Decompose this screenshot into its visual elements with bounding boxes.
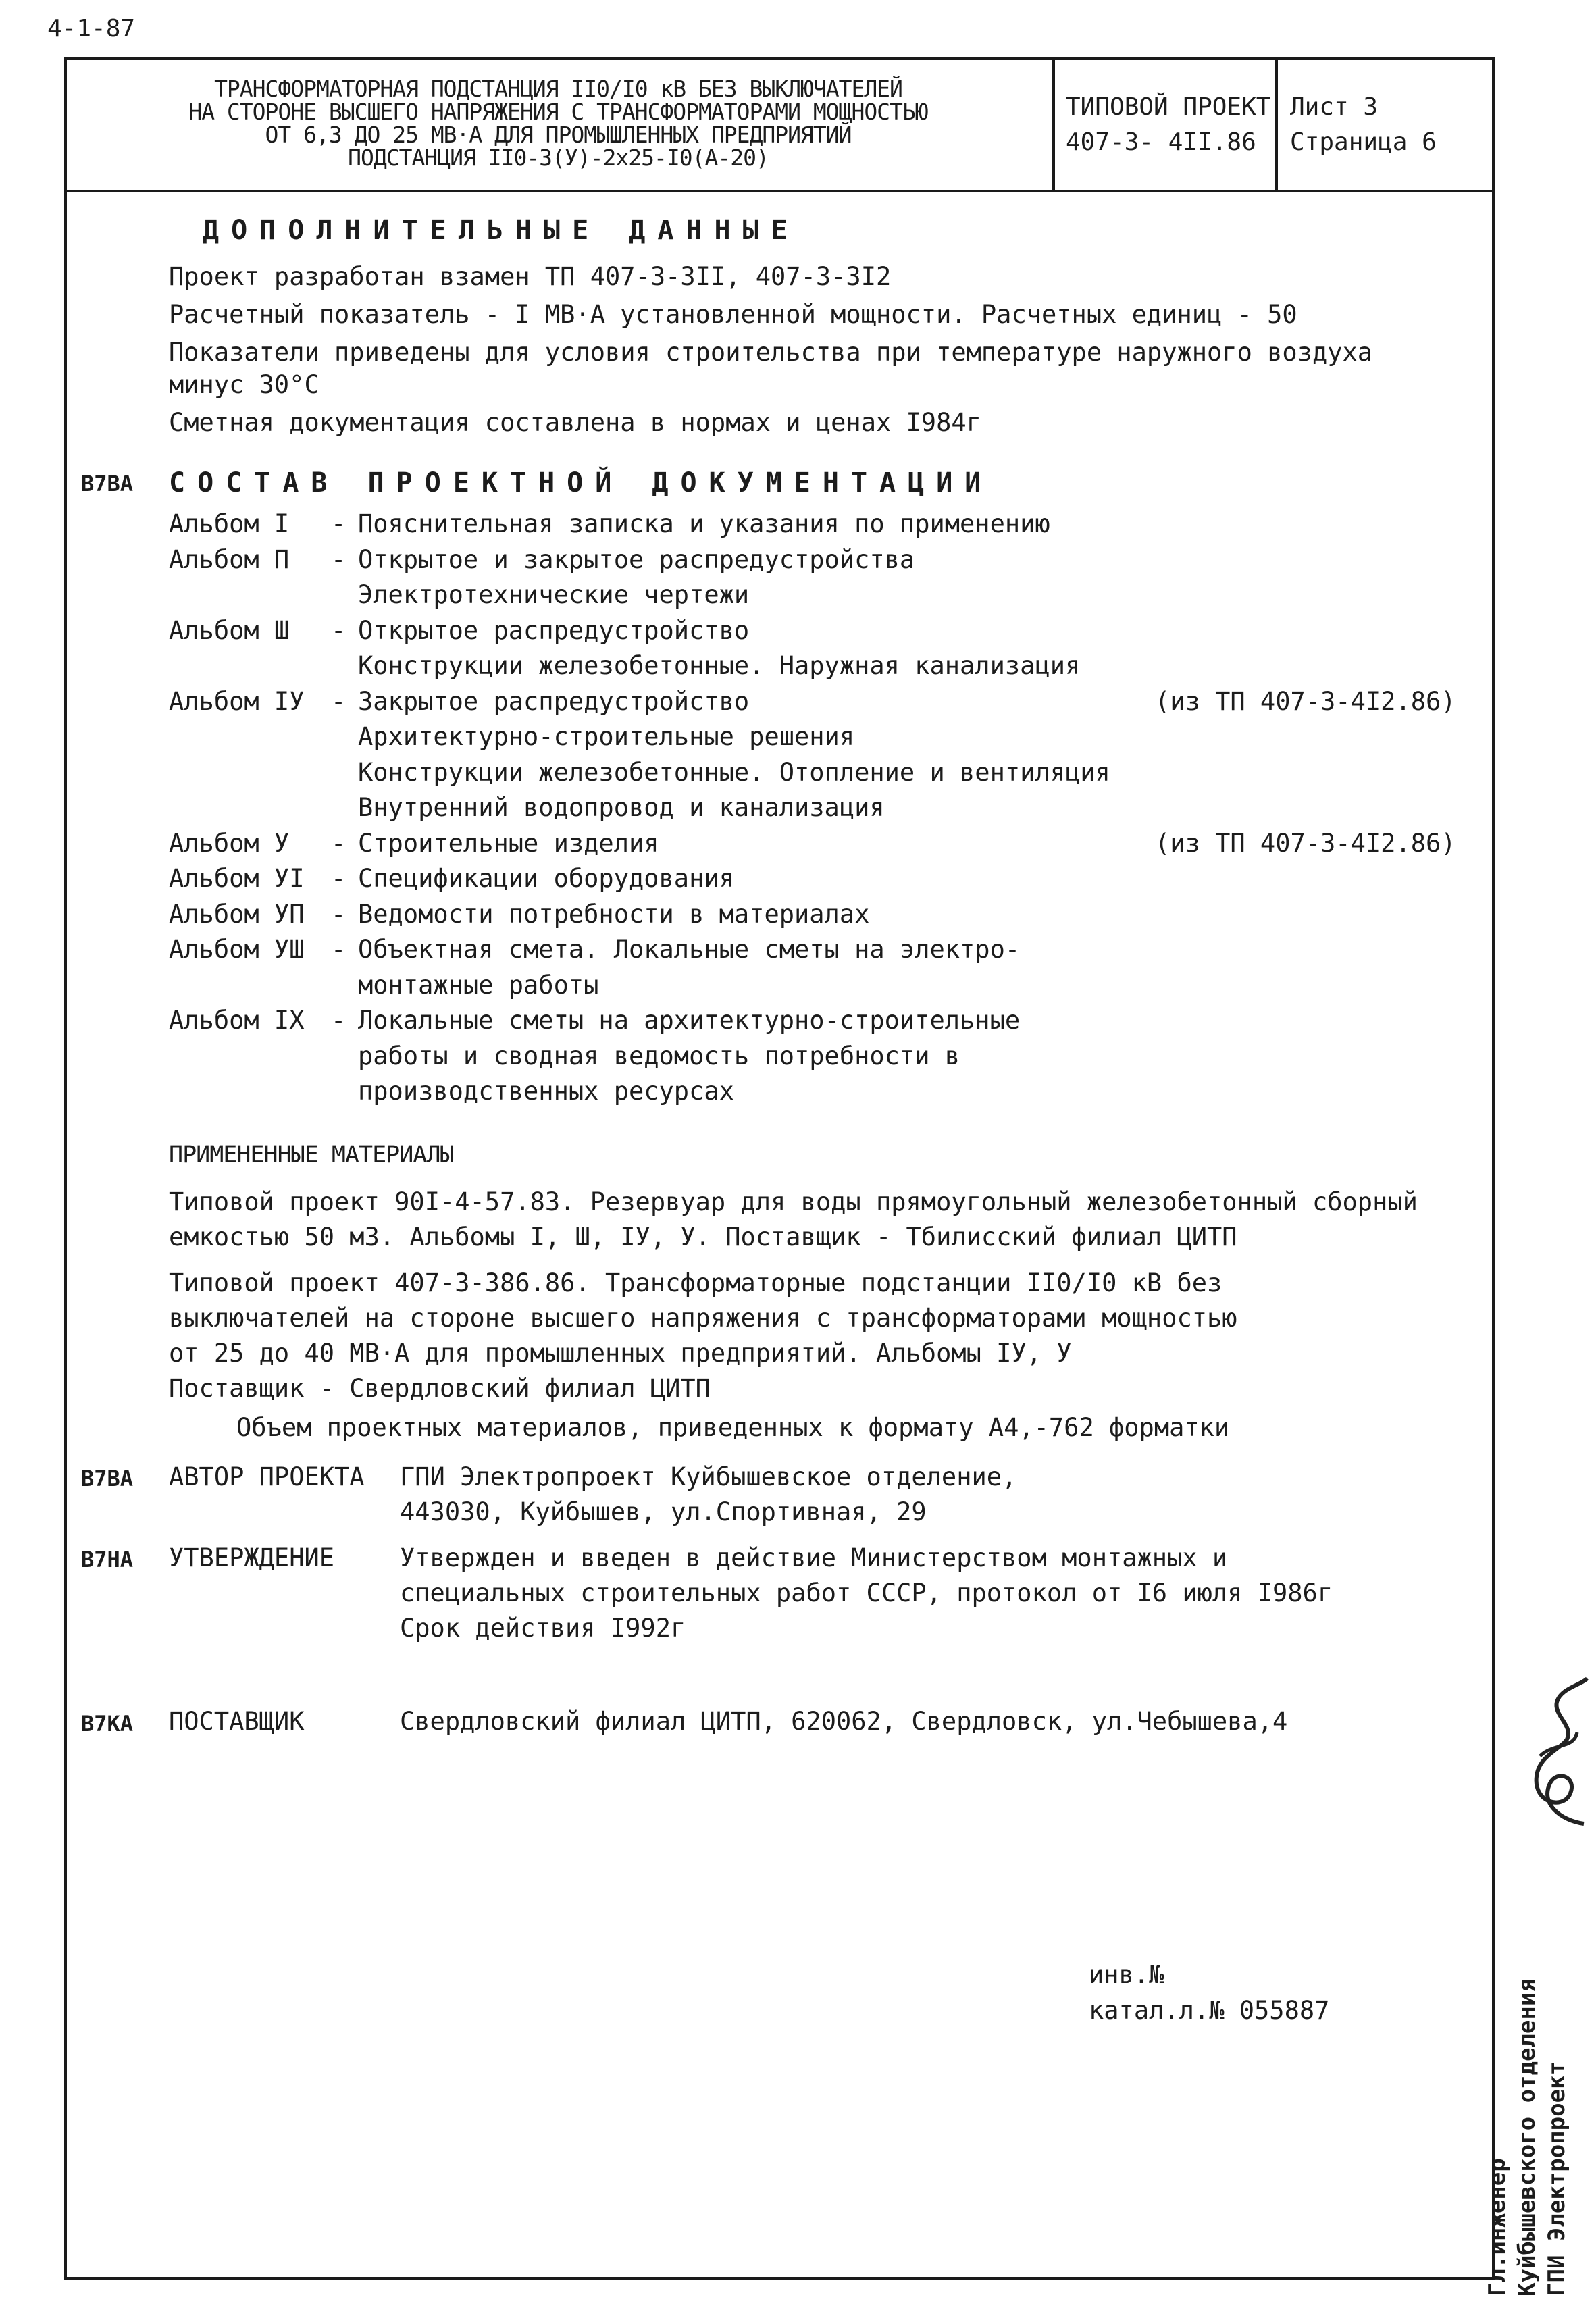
sheet-number: Лист 3 [1290,93,1379,121]
list-item: Альбом У - Строительные изделия (из ТП 407-3-4I2.86) [169,826,1456,862]
project-number: 407-3- 4II.86 [1066,128,1256,156]
additional-line: Сметная документация составлена в нормах и ценах I984г [169,408,981,437]
materials-line: емкостью 50 м3. Альбомы I, Ш, IУ, У. Поставщик - Тбилисский филиал ЦИТП [169,1223,1237,1252]
project-label: ТИПОВОЙ ПРОЕКТ [1066,93,1271,121]
approval-line: специальных строительных работ СССР, протокол от I6 июля I986г [400,1578,1333,1608]
album-desc: производственных ресурсах [358,1077,734,1106]
album-source: (из ТП 407-3-4I2.86) [1155,828,1456,858]
author-label: АВТОР ПРОЕКТА [169,1462,365,1491]
album-name: Альбом УП [169,899,305,929]
album-desc: Спецификации оборудования [358,864,734,893]
album-name: Альбом Ш [169,615,290,645]
list-item: Альбом П - Открытое и закрытое распредустройства [169,542,1456,578]
composition-title: СОСТАВ ПРОЕКТНОЙ ДОКУМЕНТАЦИИ [169,467,994,498]
title-line: ПОДСТАНЦИЯ II0-3(У)-2х25-I0(А-20) [348,145,769,171]
album-desc: Открытое и закрытое распредустройства [358,544,915,574]
supplier-label: ПОСТАВЩИК [169,1707,305,1736]
author-code: В7ВА [81,1466,134,1491]
composition-code: В7ВА [81,471,134,496]
album-desc: Закрытое распредустройство [358,686,750,716]
sheet-cell [1278,57,1492,190]
title-line: НА СТОРОНЕ ВЫСШЕГО НАПРЯЖЕНИЯ С ТРАНСФОРМАТОРАМИ МОЩНОСТЬЮ [188,99,928,125]
album-desc: Внутренний водопровод и канализация [358,793,885,822]
approval-line: Утвержден и введен в действие Министерством монтажных и [400,1543,1228,1572]
additional-data-title: ДОПОЛНИТЕЛЬНЫЕ ДАННЫЕ [203,215,800,246]
side-note [1483,1978,1572,2296]
album-desc: работы и сводная ведомость потребности в [358,1041,960,1071]
list-item: Альбом IX - Локальные сметы на архитектурно-строительные [169,1003,1456,1039]
document-code: 4-1-87 [47,15,136,43]
list-item: Альбом УI - Спецификации оборудования [169,861,1456,897]
approval-line: Срок действия I992г [400,1614,686,1643]
side-note-line: Гл.инженер [1484,2158,1511,2296]
album-desc: монтажные работы [358,970,599,1000]
album-name: Альбом У [169,828,290,858]
album-desc: Конструкции железобетонные. Отопление и вентиляция [358,757,1110,787]
album-desc: Конструкции железобетонные. Наружная канализация [358,651,1081,680]
author-line: ГПИ Электропроект Куйбышевское отделение, [400,1462,1017,1491]
album-desc: Объектная смета. Локальные сметы на электро- [358,935,1021,964]
side-note-line: ГПИ Электропроект [1543,2061,1570,2296]
side-note-line: Куйбышевского отделения [1514,1978,1541,2296]
author-line: 443030, Куйбышев, ул.Спортивная, 29 [400,1497,927,1526]
album-name: Альбом I [169,509,290,538]
title-line: ОТ 6,3 ДО 25 МВ·А ДЛЯ ПРОМЫШЛЕННЫХ ПРЕДПРИЯТИЙ [265,122,852,148]
materials-line: Поставщик - Свердловский филиал ЦИТП [169,1374,711,1403]
page-number: Страница 6 [1290,128,1437,156]
supplier-code: В7КА [81,1711,134,1737]
album-name: Альбом IX [169,1006,305,1035]
materials-title: ПРИМЕНЕННЫЕ МАТЕРИАЛЫ [169,1141,454,1168]
approval-code: В7НА [81,1547,134,1572]
title-block-header [64,57,1495,192]
project-title [64,57,1055,190]
additional-line: Проект разработан взамен ТП 407-3-3II, 407-3-3I2 [169,262,892,291]
list-item: Альбом УШ - Объектная смета. Локальные сметы на электро- [169,932,1456,968]
album-list [169,507,1456,1110]
materials-line: выключателей на стороне высшего напряжения с трансформаторами мощностью [169,1304,1237,1333]
album-desc: Открытое распредустройство [358,615,750,645]
additional-line: Расчетный показатель - I МВ·А установленной мощности. Расчетных единиц - 50 [169,300,1297,329]
album-source: (из ТП 407-3-4I2.86) [1155,686,1456,716]
list-item: Альбом УП - Ведомости потребности в материалах [169,897,1456,933]
album-name: Альбом П [169,544,290,574]
album-desc: Ведомости потребности в материалах [358,899,870,929]
additional-line: минус 30°С [169,370,319,399]
album-desc: Локальные сметы на архитектурно-строительные [358,1006,1021,1035]
materials-line: Типовой проект 407-3-386.86. Трансформаторные подстанции II0/I0 кВ без [169,1268,1222,1297]
album-desc: Пояснительная записка и указания по применению [358,509,1050,538]
album-name: Альбом УI [169,864,305,893]
materials-line: от 25 до 40 МВ·А для промышленных предприятий. Альбомы IУ, У [169,1339,1072,1368]
materials-line: Типовой проект 90I-4-57.83. Резервуар для воды прямоугольный железобетонный сборный [169,1187,1418,1216]
approval-label: УТВЕРЖДЕНИЕ [169,1543,335,1572]
list-item: Альбом IУ - Закрытое распредустройство (из ТП 407-3-4I2.86) [169,684,1456,720]
album-name: Альбом IУ [169,686,305,716]
signature-scribble [1520,1675,1596,1830]
list-item: Альбом I - Пояснительная записка и указания по применению [169,507,1456,542]
inventory-number: инв.№ [1089,1960,1164,1989]
title-line: ТРАНСФОРМАТОРНАЯ ПОДСТАНЦИЯ II0/I0 кВ БЕЗ ВЫКЛЮЧАТЕЛЕЙ [214,76,902,102]
additional-line: Показатели приведены для условия строительства при температуре наружного воздуха [169,338,1373,367]
materials-volume: Объем проектных материалов, приведенных к формату А4,-762 форматки [236,1413,1230,1442]
project-number-cell [1055,57,1278,190]
album-desc: Электротехнические чертежи [358,580,750,609]
supplier-text: Свердловский филиал ЦИТП, 620062, Свердловск, ул.Чебышева,4 [400,1707,1288,1736]
album-desc: Строительные изделия [358,828,659,858]
album-desc: Архитектурно-строительные решения [358,722,855,751]
album-name: Альбом УШ [169,935,305,964]
list-item: Альбом Ш - Открытое распредустройство [169,613,1456,649]
signature [1520,1675,1596,1833]
catalog-number: катал.л.№ 055887 [1089,1996,1330,2025]
